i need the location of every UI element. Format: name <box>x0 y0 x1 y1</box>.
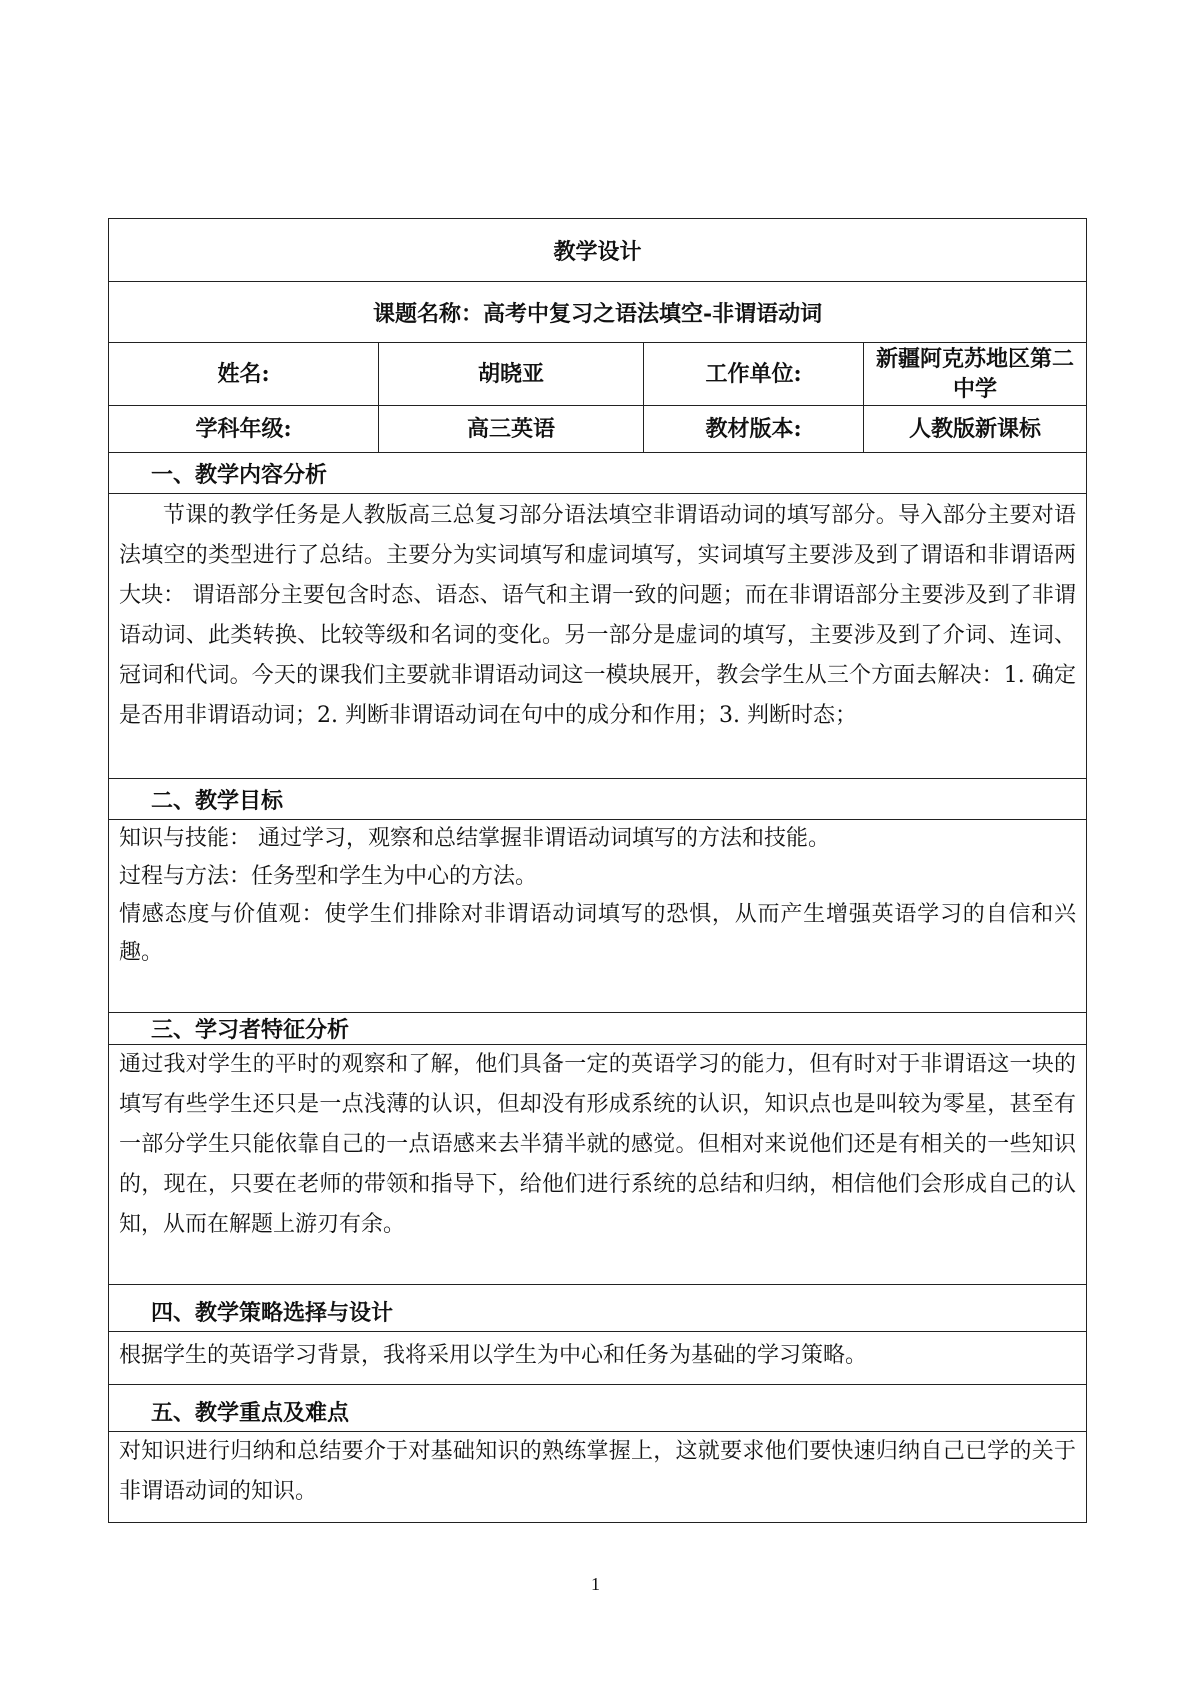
section-paragraph: 对知识进行归纳和总结要介于对基础知识的熟练掌握上，这就要求他们要快速归纳自己已学的关于非谓语动词的知识。 <box>119 1439 1077 1504</box>
section-4-body-row <box>109 1332 1087 1385</box>
section-body <box>109 494 1087 779</box>
section-heading-text: 四、教学策略选择与设计 <box>151 1300 394 1326</box>
section-2-heading-row <box>109 779 1087 820</box>
section-5-heading-row <box>109 1385 1087 1432</box>
name-label: 姓名: <box>109 343 379 406</box>
section-heading <box>109 779 1087 820</box>
section-body <box>109 1045 1087 1285</box>
section-paragraph: 根据学生的英语学习背景，我将采用以学生为中心和任务为基础的学习策略。 <box>119 1343 868 1368</box>
section-heading <box>109 1385 1087 1432</box>
objective-process: 过程与方法：任务型和学生为中心的方法。 <box>119 864 538 889</box>
section-1-body-row <box>109 494 1087 779</box>
section-heading <box>109 453 1087 494</box>
grade-label: 学科年级: <box>109 406 379 453</box>
lesson-design-table <box>108 218 1087 1523</box>
grade-row <box>109 406 1087 453</box>
section-4-heading-row <box>109 1285 1087 1332</box>
section-5-body-row <box>109 1432 1087 1523</box>
title-row <box>109 219 1087 282</box>
page-number: 1 <box>591 1574 600 1594</box>
topic-row <box>109 282 1087 343</box>
section-paragraph: 节课的教学任务是人教版高三总复习部分语法填空非谓语动词的填写部分。导入部分主要对语法填空的类型进行了总结。主要分为实词填写和虚词填写，实词填写主要涉及到了谓语和非谓语两大块： 谓语部分主要包含时态、语态、语气和主谓一致的问题；而在非谓语部分主要涉及到了非谓语动词、此类转换、比较等级和名词的变化。另一部分是虚词的填写，主要涉及到了介词、连词、冠词和代词。今天的课我们主要就非谓语动词这一模块展开，教会学生从三个方面去解决：1. 确定是否用非谓语动词；2. 判断非谓语动词在句中的成分和作用；3. 判断时态； <box>119 503 1077 728</box>
name-row <box>109 343 1087 406</box>
document-title: 教学设计 <box>109 219 1087 282</box>
section-1-heading-row <box>109 453 1087 494</box>
section-heading <box>109 1285 1087 1332</box>
name-value: 胡晓亚 <box>379 343 644 406</box>
edition-label: 教材版本: <box>644 406 864 453</box>
section-heading <box>109 1013 1087 1045</box>
section-heading-text: 二、教学目标 <box>151 788 284 814</box>
unit-value: 新疆阿克苏地区第二中学 <box>864 343 1087 406</box>
section-heading-text: 五、教学重点及难点 <box>151 1400 350 1426</box>
section-2-body-row <box>109 820 1087 1013</box>
section-heading-text: 三、学习者特征分析 <box>151 1017 350 1043</box>
section-heading-text: 一、教学内容分析 <box>151 462 328 488</box>
section-body <box>109 1432 1087 1523</box>
objective-attitude: 情感态度与价值观：使学生们排除对非谓语动词填写的恐惧，从而产生增强英语学习的自信和兴趣。 <box>119 902 1077 965</box>
grade-value: 高三英语 <box>379 406 644 453</box>
section-3-heading-row <box>109 1013 1087 1045</box>
edition-value: 人教版新课标 <box>864 406 1087 453</box>
section-body <box>109 820 1087 1013</box>
section-3-body-row <box>109 1045 1087 1285</box>
section-paragraph: 通过我对学生的平时的观察和了解，他们具备一定的英语学习的能力，但有时对于非谓语这一块的填写有些学生还只是一点浅薄的认识，但却没有形成系统的认识，知识点也是叫较为零星，甚至有一部分学生只能依靠自己的一点语感来去半猜半就的感觉。但相对来说他们还是有相关的一些知识的，现在，只要在老师的带领和指导下，给他们进行系统的总结和归纳，相信他们会形成自己的认知，从而在解题上游刃有余。 <box>119 1052 1077 1237</box>
objective-knowledge: 知识与技能： 通过学习，观察和总结掌握非谓语动词填写的方法和技能。 <box>119 826 830 851</box>
section-body <box>109 1332 1087 1385</box>
unit-label: 工作单位: <box>644 343 864 406</box>
lesson-topic: 课题名称：高考中复习之语法填空-非谓语动词 <box>109 282 1087 343</box>
